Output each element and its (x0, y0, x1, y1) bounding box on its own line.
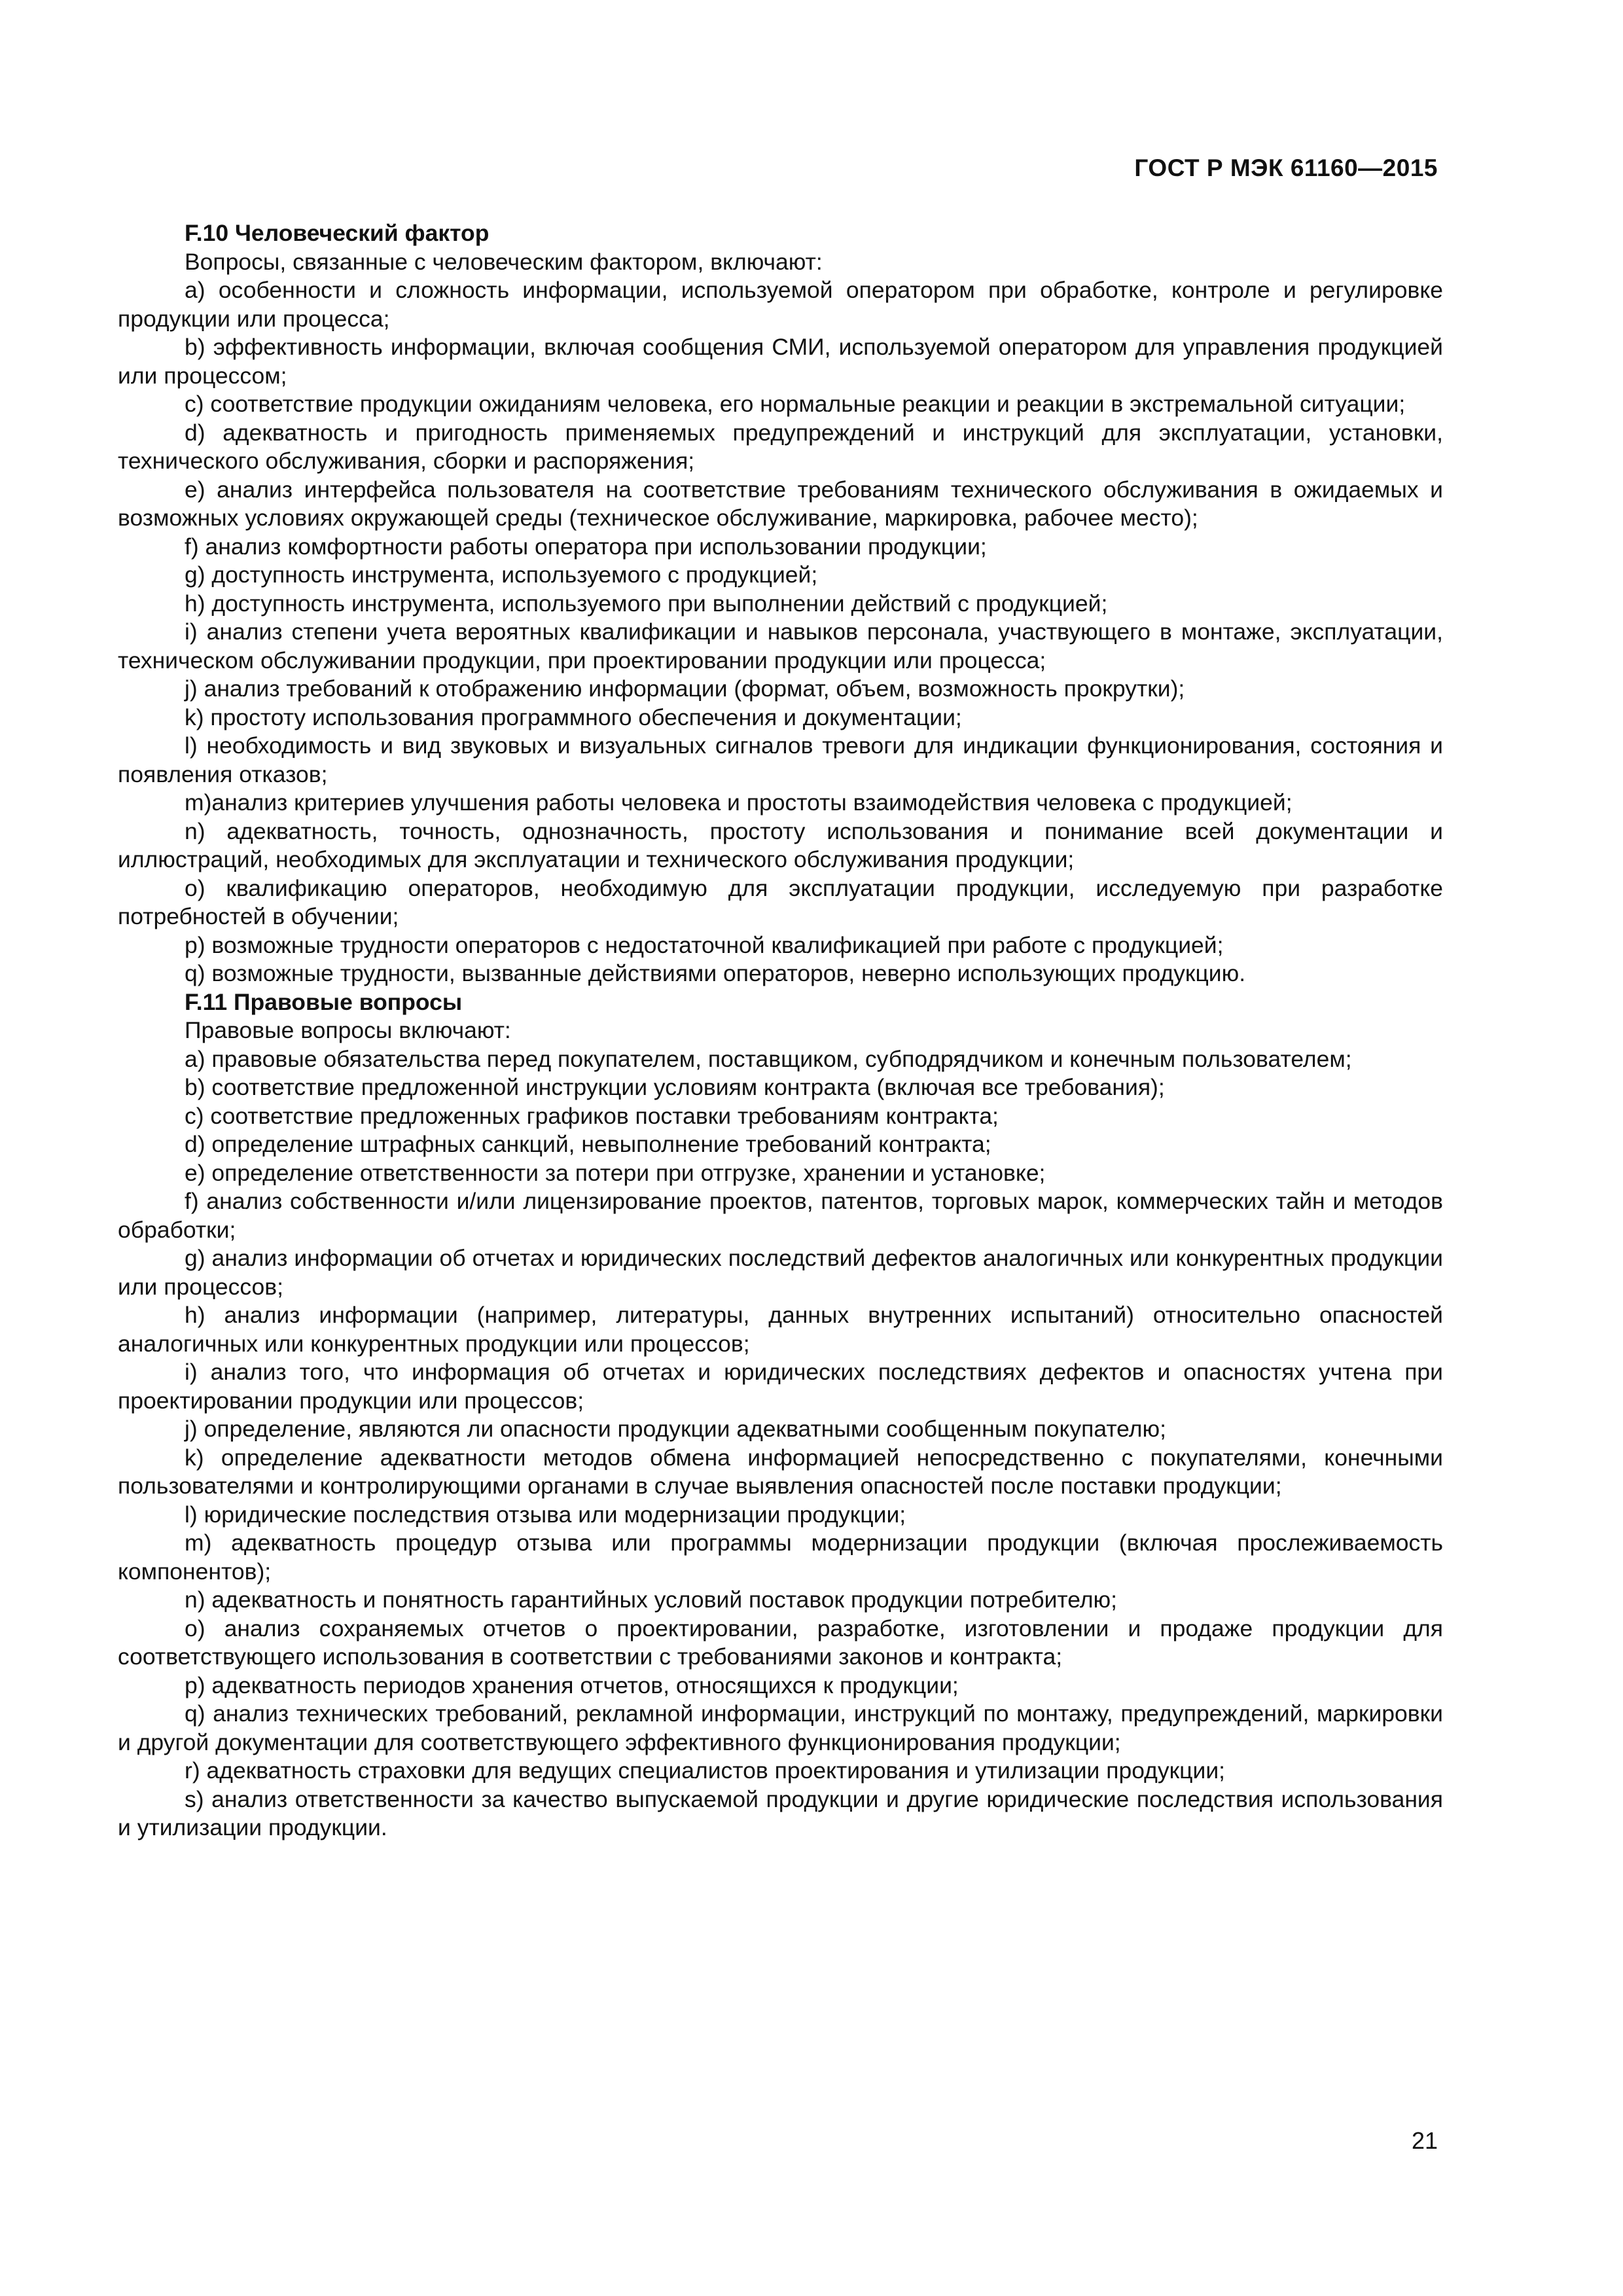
list-item: c) соответствие продукции ожиданиям человека, его нормальные реакции и реакции в экстремальной ситуации; (185, 391, 1406, 417)
section-f10-list (118, 276, 1443, 988)
section-f11-intro: Правовые вопросы включают: (185, 1017, 511, 1043)
list-item: r) адекватность страховки для ведущих специалистов проектирования и утилизации продукции; (185, 1757, 1226, 1784)
list-item: q) анализ технических требований, рекламной информации, инструкций по монтажу, предупреждений, маркировки и другой документации для соответствующего эффективного функционирования продукции; (118, 1700, 1443, 1755)
list-item: m)анализ критериев улучшения работы человека и простоты взаимодействия человека с продукцией; (185, 789, 1293, 816)
list-item: q) возможные трудности, вызванные действиями операторов, неверно использующих продукцию. (185, 960, 1246, 986)
list-item: j) определение, являются ли опасности продукции адекватными сообщенным покупателю; (185, 1416, 1166, 1442)
list-item: h) анализ информации (например, литературы, данных внутренних испытаний) относительно опасностей аналогичных или конкурентных продукции или процессов; (118, 1302, 1443, 1357)
list-item: a) правовые обязательства перед покупателем, поставщиком, субподрядчиком и конечным пользователем; (185, 1045, 1352, 1072)
list-item: e) анализ интерфейса пользователя на соответствие требованиям технического обслуживания в ожидаемых и возможных условиях окружающей среды (техническое обслуживание, маркировка, рабочее место); (118, 476, 1443, 531)
section-f10-title: F.10 Человеческий фактор (185, 220, 490, 246)
list-item: p) адекватность периодов хранения отчетов, относящихся к продукции; (185, 1672, 959, 1698)
list-item: j) анализ требований к отображению информации (формат, объем, возможность прокрутки); (185, 675, 1185, 702)
list-item: o) анализ сохраняемых отчетов о проектировании, разработке, изготовлении и продаже продукции для соответствующего использования в соответствии с требованиями законов и контракта; (118, 1615, 1443, 1670)
list-item: o) квалификацию операторов, необходимую для эксплуатации продукции, исследуемую при разработке потребностей в обучении; (118, 874, 1443, 929)
document-body (118, 219, 1443, 1842)
list-item: g) доступность инструмента, используемого с продукцией; (185, 562, 818, 588)
list-item: f) анализ собственности и/или лицензирование проектов, патентов, торговых марок, коммерческих тайн и методов обработки; (118, 1188, 1443, 1243)
document-code-header: ГОСТ Р МЭК 61160—2015 (1134, 154, 1438, 181)
list-item: l) юридические последствия отзыва или модернизации продукции; (185, 1501, 906, 1528)
list-item: c) соответствие предложенных графиков поставки требованиям контракта; (185, 1102, 999, 1129)
section-f11-title: F.11 Правовые вопросы (185, 988, 463, 1015)
list-item: i) анализ того, что информация об отчетах и юридических последствиях дефектов и опасностях учтена при проектировании продукции или процессов; (118, 1359, 1443, 1414)
list-item: m) адекватность процедур отзыва или программы модернизации продукции (включая прослеживаемость компонентов); (118, 1530, 1443, 1585)
list-item: f) анализ комфортности работы оператора при использовании продукции; (185, 533, 987, 560)
list-item: b) эффективность информации, включая сообщения СМИ, используемой оператором для управления продукцией или процессом; (118, 334, 1443, 389)
list-item: s) анализ ответственности за качество выпускаемой продукции и другие юридические последствия использования и утилизации продукции. (118, 1785, 1443, 1840)
list-item: k) простоту использования программного обеспечения и документации; (185, 704, 962, 730)
list-item: e) определение ответственности за потери при отгрузке, хранении и установке; (185, 1159, 1046, 1186)
list-item: g) анализ информации об отчетах и юридических последствий дефектов аналогичных или конкурентных продукции или процессов; (118, 1245, 1443, 1300)
list-item: k) определение адекватности методов обмена информацией непосредственно с покупателями, конечными пользователями и контролирующими органами в случае выявления опасностей после поставки продукции; (118, 1444, 1443, 1499)
list-item: a) особенности и сложность информации, используемой оператором при обработке, контроле и регулировке продукции или процесса; (118, 277, 1443, 332)
section-f11-list (118, 1045, 1443, 1842)
list-item: h) доступность инструмента, используемого при выполнении действий с продукцией; (185, 590, 1108, 617)
page-number: 21 (1411, 2127, 1438, 2154)
section-f10-intro: Вопросы, связанные с человеческим фактором, включают: (185, 248, 823, 275)
list-item: i) анализ степени учета вероятных квалификации и навыков персонала, участвующего в монтаже, эксплуатации, техническом обслуживании продукции, при проектировании продукции или процесса; (118, 619, 1443, 673)
list-item: l) необходимость и вид звуковых и визуальных сигналов тревоги для индикации функционирования, состояния и появления отказов; (118, 732, 1443, 787)
list-item: d) адекватность и пригодность применяемых предупреждений и инструкций для эксплуатации, установки, технического обслуживания, сборки и распоряжения; (118, 419, 1443, 474)
list-item: d) определение штрафных санкций, невыполнение требований контракта; (185, 1131, 991, 1157)
list-item: n) адекватность, точность, однозначность, простоту использования и понимание всей документации и иллюстраций, необходимых для эксплуатации и технического обслуживания продукции; (118, 817, 1443, 872)
list-item: n) адекватность и понятность гарантийных условий поставок продукции потребителю; (185, 1587, 1118, 1613)
list-item: p) возможные трудности операторов с недостаточной квалификацией при работе с продукцией; (185, 931, 1224, 958)
list-item: b) соответствие предложенной инструкции условиям контракта (включая все требования); (185, 1074, 1165, 1100)
